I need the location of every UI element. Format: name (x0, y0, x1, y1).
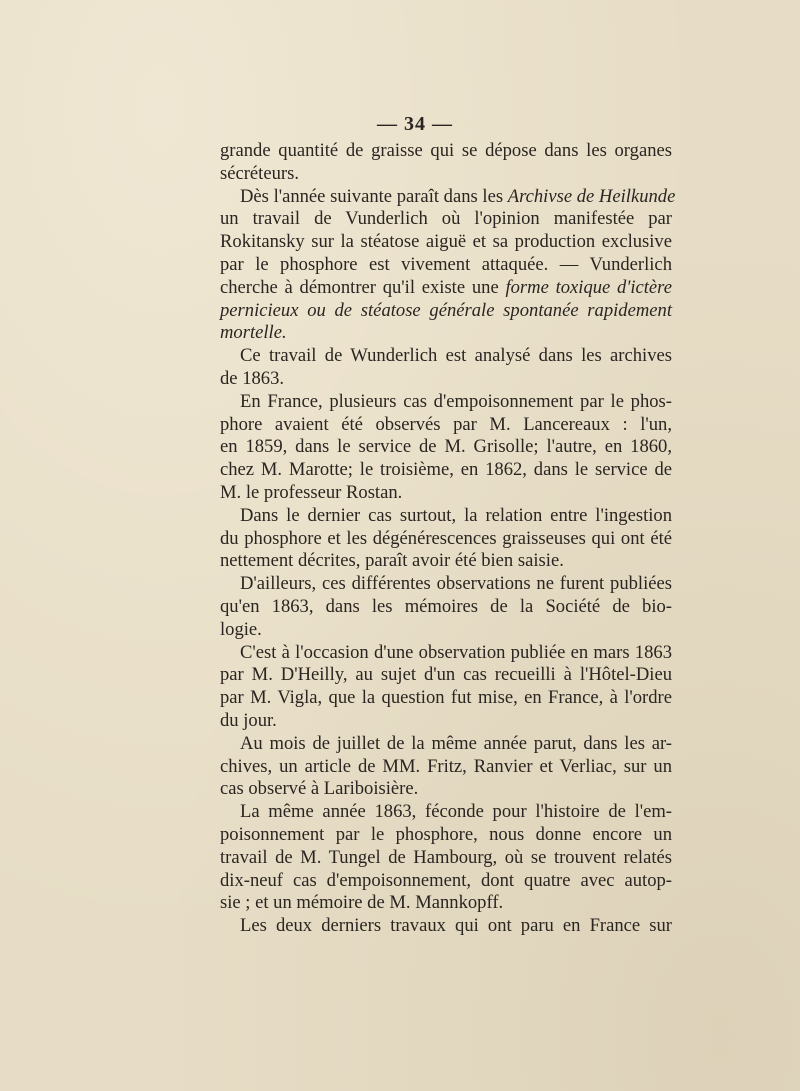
text-line: du jour. (220, 709, 277, 731)
text-line: dix-neuf cas d'empoisonnement, dont quatre avec autop- (220, 869, 672, 891)
text-line (220, 277, 672, 300)
text-line: Les deux derniers travaux qui ont paru en France sur (240, 915, 672, 937)
text-line: C'est à l'occasion d'une observation publiée en mars 1863 (240, 641, 672, 663)
text-line: Au mois de juillet de la même année parut, dans les ar- (240, 732, 672, 754)
text-line: grande quantité de graisse qui se dépose dans les organes (220, 140, 672, 161)
text-line: travail de M. Tungel de Hambourg, où se trouvent relatés (220, 846, 672, 868)
text-line: phore avaient été observés par M. Lancereaux : l'un, (220, 413, 672, 435)
text-line: Ce travail de Wunderlich est analysé dans les archives (240, 345, 672, 367)
text-line: Rokitansky sur la stéatose aiguë et sa production exclusive (220, 231, 672, 253)
paragraph (220, 345, 672, 391)
text-line: qu'en 1863, dans les mémoires de la Société de bio- (220, 595, 672, 617)
text-line: cas observé à Lariboisière. (220, 778, 419, 800)
text-line: La même année 1863, féconde pour l'histoire de l'em- (240, 801, 672, 823)
paragraph (220, 801, 672, 915)
text-segment: Dès l'année suivante paraît dans les (240, 185, 504, 207)
text-line: nettement décrites, paraît avoir été bien saisie. (220, 550, 564, 572)
text-line: poisonnement par le phosphore, nous donne encore un (220, 823, 672, 845)
text-line: un travail de Vunderlich où l'opinion manifestée par (220, 208, 672, 230)
text-line: chez M. Marotte; le troisième, en 1862, dans le service de (220, 459, 672, 481)
paragraph (220, 573, 672, 641)
text-segment: cherche à démontrer qu'il existe une (220, 276, 499, 298)
text-line: logie. (220, 618, 262, 640)
text-line: mortelle. (220, 322, 287, 344)
journal-title: Archivse de Heilkunde (507, 185, 676, 207)
text-line (220, 185, 676, 209)
paragraph (220, 185, 676, 346)
text-line: par M. D'Heilly, au sujet d'un cas recueilli à l'Hôtel-Dieu (220, 664, 672, 686)
emphasis-text: forme toxique d'ictère (505, 276, 672, 298)
text-line: du phosphore et les dégénérescences graisseuses qui ont été (220, 527, 672, 549)
text-line: sie ; et un mémoire de M. Mannkopff. (220, 892, 504, 914)
paragraph (220, 391, 672, 505)
text-line: Dans le dernier cas surtout, la relation entre l'ingestion (240, 504, 672, 526)
text-line: M. le professeur Rostan. (220, 481, 403, 503)
text-line: chives, un article de MM. Fritz, Ranvier et Verliac, sur un (220, 755, 672, 777)
paragraph (220, 733, 672, 801)
text-line: en 1859, dans le service de M. Grisolle; l'autre, en 1860, (220, 436, 672, 458)
text-line: sécréteurs. (220, 162, 299, 184)
paragraph (220, 642, 672, 733)
page-number: — 34 — (377, 113, 453, 135)
text-line: En France, plusieurs cas d'empoisonnement par le phos- (240, 390, 672, 412)
text-line: D'ailleurs, ces différentes observations ne furent publiées (240, 573, 672, 595)
paragraph (220, 505, 672, 573)
body-text (220, 140, 676, 938)
text-line: par M. Vigla, que la question fut mise, en France, à l'ordre (220, 687, 672, 709)
text-line: de 1863. (220, 367, 285, 389)
paragraph (220, 915, 672, 938)
text-line: pernicieux ou de stéatose générale spontanée rapidement (220, 299, 672, 321)
paragraph (220, 140, 672, 186)
text-line: par le phosphore est vivement attaquée. — Vunderlich (220, 253, 672, 275)
